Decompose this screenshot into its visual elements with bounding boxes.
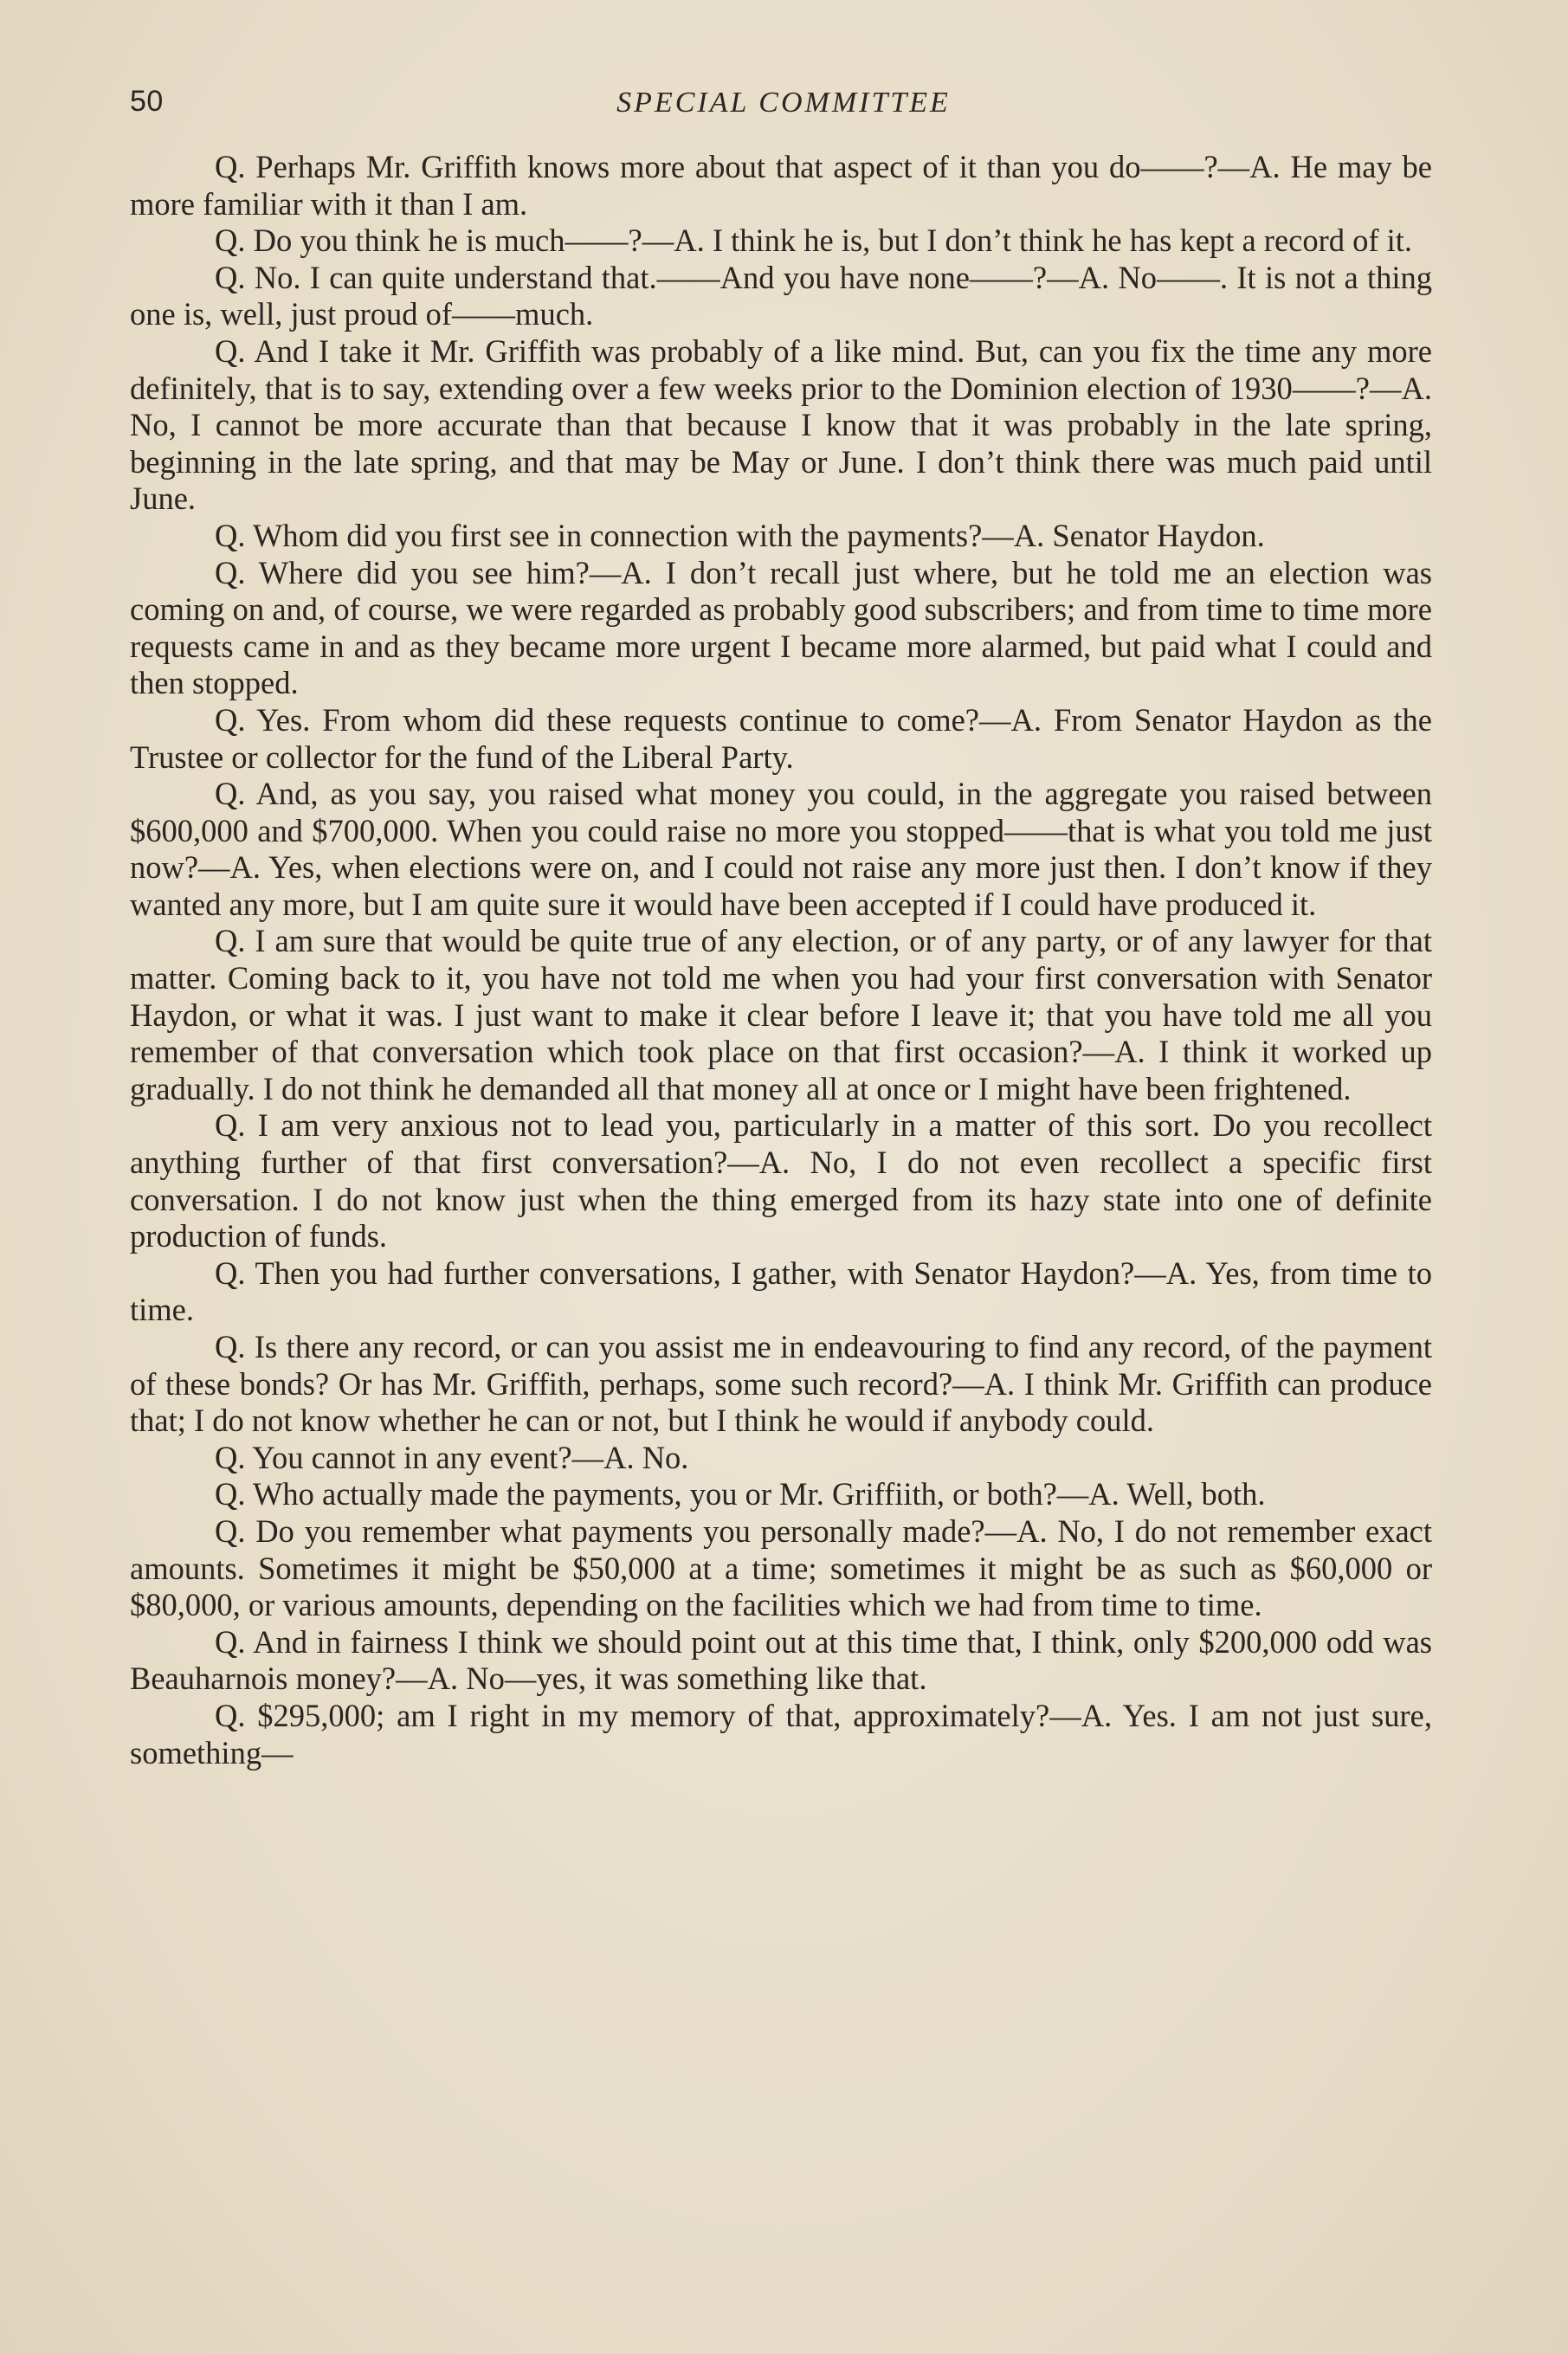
paragraph-15: Q. Do you remember what payments you personally made?—A. No, I do not remember exact amounts. Sometimes it might be $50,000 at a time; sometimes it might be as such as $60,000 or $80,000, or various amounts, depending on the facilities which we had from time to time.	[130, 1512, 1432, 1623]
paragraph-10: Q. I am very anxious not to lead you, particularly in a matter of this sort. Do you recollect anything further of that first conversation?—A. No, I do not even recollect a specific first conversation. I do not know just when the thing emerged from its hazy state into one of definite production of funds.	[130, 1107, 1432, 1254]
paragraph-5: Q. Whom did you first see in connection with the payments?—A. Senator Haydon.	[215, 517, 1265, 553]
page-number: 50	[130, 85, 164, 118]
transcript-body	[130, 149, 1432, 1771]
paragraph-4: Q. And I take it Mr. Griffith was probably of a like mind. But, can you fix the time any more definitely, that is to say, extending over a few weeks prior to the Dominion election of 1930——?—A. No, I cannot be more accurate than that because I know that it was probably in the late spring, beginning in the late spring, and that may be May or June. I don’t think there was much paid until June.	[130, 332, 1432, 517]
paragraph-6: Q. Where did you see him?—A. I don’t recall just where, but he told me an election was coming on and, of course, we were regarded as probably good subscribers; and from time to time more requests came in and as they became more urgent I became more alarmed, but paid what I could and then stopped.	[130, 554, 1432, 701]
paragraph-3: Q. No. I can quite understand that.——And you have none——?—A. No——. It is not a thing one is, well, just proud of——much.	[130, 259, 1432, 332]
paragraph-1: Q. Perhaps Mr. Griffith knows more about that aspect of it than you do——?—A. He may be more familiar with it than I am.	[130, 149, 1432, 222]
paragraph-8: Q. And, as you say, you raised what money you could, in the aggregate you raised between $600,000 and $700,000. When you could raise no more you stopped——that is what you told me just now?—A. Yes, when elections were on, and I could not raise any more just then. I don’t know if they wanted any more, but I am quite sure it would have been accepted if I could have produced it.	[130, 776, 1432, 922]
paragraph-13: Q. You cannot in any event?—A. No.	[215, 1439, 689, 1475]
paragraph-14: Q. Who actually made the payments, you or Mr. Griffiith, or both?—A. Well, both.	[215, 1476, 1266, 1512]
paragraph-9: Q. I am sure that would be quite true of any election, or of any party, or of any lawyer for that matter. Coming back to it, you have not told me when you had your first conversation with Senator Haydon, or what it was. I just want to make it clear before I leave it; that you have told me all you remember of that conversation which took place on that first occasion?—A. I think it worked up gradually. I do not think he demanded all that money all at once or I might have been frightened.	[130, 923, 1432, 1106]
paragraph-7: Q. Yes. From whom did these requests continue to come?—A. From Senator Haydon as the Trustee or collector for the fund of the Liberal Party.	[130, 701, 1432, 775]
page-header	[130, 85, 1437, 133]
paragraph-2: Q. Do you think he is much——?—A. I think he is, but I don’t think he has kept a record of it.	[215, 223, 1413, 259]
paragraph-17: Q. $295,000; am I right in my memory of that, approximately?—A. Yes. I am not just sure, something—	[130, 1697, 1432, 1770]
paragraph-16: Q. And in fairness I think we should point out at this time that, I think, only $200,000 odd was Beauharnois money?—A. No—yes, it was something like that.	[130, 1623, 1432, 1697]
paragraph-11: Q. Then you had further conversations, I gather, with Senator Haydon?—A. Yes, from time to time.	[130, 1254, 1432, 1328]
running-head: SPECIAL COMMITTEE	[616, 87, 951, 119]
paragraph-12: Q. Is there any record, or can you assist me in endeavouring to find any record, of the payment of these bonds? Or has Mr. Griffith, perhaps, some such record?—A. I think Mr. Griffith can produce that; I do not know whether he can or not, but I think he would if anybody could.	[130, 1329, 1432, 1439]
